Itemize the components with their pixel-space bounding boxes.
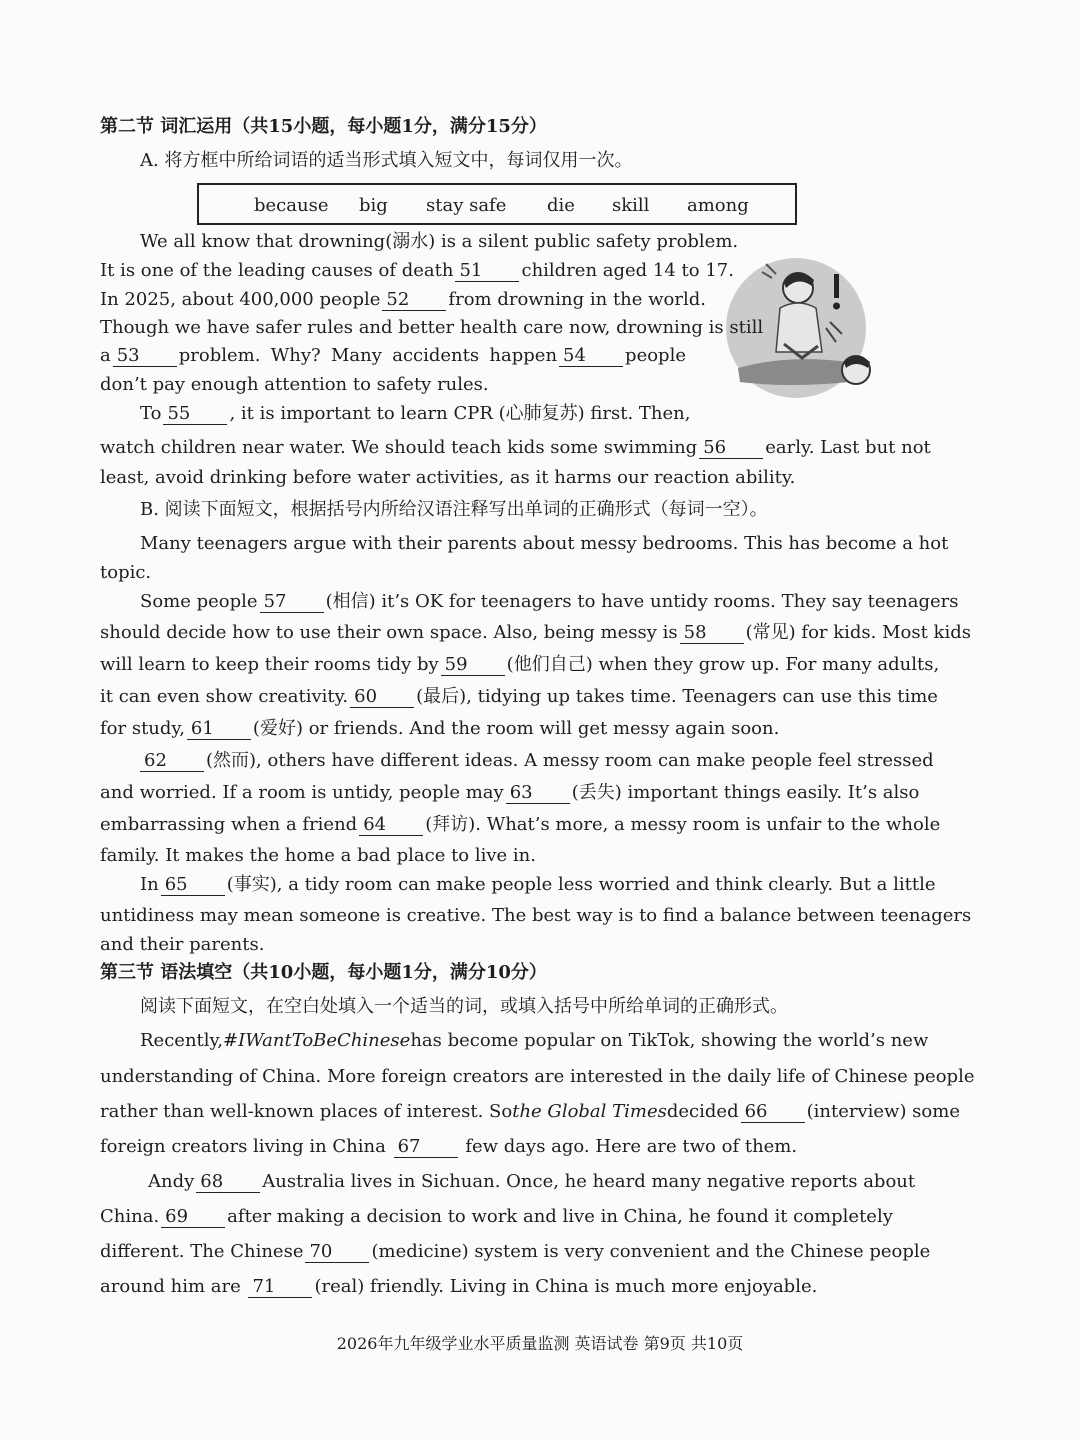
blank-71: 71 <box>248 1277 312 1298</box>
text-line: for study, 61 (爱好) or friends. And the room will get messy again soon. <box>100 718 780 739</box>
word-box-item: big <box>359 195 388 216</box>
text-line: foreign creators living in China 67 few days ago. Here are two of them. <box>100 1136 798 1157</box>
text-line: In 2025, about 400,000 people 52 from drowning in the world. <box>100 289 706 310</box>
partA-instruction: A. 将方框中所给词语的适当形式填入短文中，每词仅用一次。 <box>140 150 633 171</box>
text-line: watch children near water. We should teach kids some swimming 56 early. Last but not <box>100 437 931 458</box>
text-line: embarrassing when a friend 64 (拜访). What’s more, a messy room is unfair to the whole <box>100 814 941 835</box>
text-line: around him are 71 (real) friendly. Living in China is much more enjoyable. <box>100 1276 818 1297</box>
blank-62: 62 <box>140 751 204 772</box>
text-line: 62 (然而), others have different ideas. A messy room can make people feel stressed <box>138 748 890 774</box>
text-line: should decide how to use their own space. Also, being messy is 58 (常见) for kids. Most kids <box>100 622 971 643</box>
text-line: topic. <box>100 562 152 583</box>
blank-53: 53 <box>113 346 177 367</box>
text-line: Recently,#IWantToBeChinesehas become popular on TikTok, showing the world’s new <box>140 1030 929 1051</box>
text-line: family. It makes the home a bad place to live in. <box>100 845 536 866</box>
blank-63: 63 <box>506 783 570 804</box>
text-line: untidiness may mean someone is creative. The best way is to find a balance between teenagers <box>100 905 972 926</box>
blank-60: 60 <box>350 687 414 708</box>
section3-instruction: 阅读下面短文，在空白处填入一个适当的词，或填入括号中所给单词的正确形式。 <box>140 996 788 1017</box>
text-line: Though we have safer rules and better health care now, drowning is still <box>100 317 764 338</box>
text-line: China. 69 after making a decision to work and live in China, he found it completely <box>100 1206 893 1227</box>
section3-heading: 第三节 语法填空（共10小题，每小题1分，满分10分） <box>100 962 547 983</box>
word-box-item: die <box>547 195 575 216</box>
word-box-item: among <box>687 195 749 216</box>
text-line: and their parents. <box>100 934 265 955</box>
text-line: We all know that drowning(溺水) is a silent public safety problem. <box>140 231 739 252</box>
blank-61: 61 <box>187 719 251 740</box>
page-footer: 2026年九年级学业水平质量监测 英语试卷 第9页 共10页 <box>336 1334 744 1353</box>
word-box-item: skill <box>612 195 650 216</box>
blank-58: 58 <box>680 623 744 644</box>
section2-heading: 第二节 词汇运用（共15小题，每小题1分，满分15分） <box>100 116 547 137</box>
text-line: will learn to keep their rooms tidy by 59 (他们自己) when they grow up. For many adults, <box>100 654 940 675</box>
blank-67: 67 <box>394 1137 458 1158</box>
blank-65: 65 <box>161 875 225 896</box>
text-line: different. The Chinese 70 (medicine) system is very convenient and the Chinese people <box>100 1241 931 1262</box>
text-line: and worried. If a room is untidy, people may 63 (丢失) important things easily. It’s also <box>100 782 920 803</box>
blank-69: 69 <box>161 1207 225 1228</box>
blank-57: 57 <box>260 592 324 613</box>
partB-instruction: B. 阅读下面短文，根据括号内所给汉语注释写出单词的正确形式（每词一空）。 <box>140 499 768 520</box>
text-line: don’t pay enough attention to safety rules. <box>100 374 489 395</box>
blank-59: 59 <box>441 655 505 676</box>
text-line: In 65 (事实), a tidy room can make people less worried and think clearly. But a little <box>140 874 936 895</box>
text-line: To 55 , it is important to learn CPR (心肺复苏) first. Then, <box>140 403 691 424</box>
word-box <box>197 183 797 225</box>
blank-64: 64 <box>359 815 423 836</box>
text-line: least, avoid drinking before water activities, as it harms our reaction ability. <box>100 467 796 488</box>
word-box-item: because <box>254 195 329 216</box>
text-line: a 53 problem. Why? Many accidents happen 54 people <box>100 345 686 366</box>
text-line: understanding of China. More foreign creators are interested in the daily life of Chinese people <box>100 1066 975 1087</box>
blank-70: 70 <box>305 1242 369 1263</box>
blank-51: 51 <box>455 261 519 282</box>
text-line: it can even show creativity. 60 (最后), tidying up takes time. Teenagers can use this time <box>100 686 938 707</box>
blank-68: 68 <box>196 1172 260 1193</box>
blank-66: 66 <box>741 1102 805 1123</box>
word-box-item: stay safe <box>426 195 507 216</box>
blank-56: 56 <box>699 438 763 459</box>
text-line: Andy 68 Australia lives in Sichuan. Once, he heard many negative reports about <box>148 1171 916 1192</box>
text-line: Many teenagers argue with their parents about messy bedrooms. This has become a hot <box>140 533 949 554</box>
text-line: rather than well-known places of interest. Sothe Global Timesdecided 66 (interview) some <box>100 1101 960 1122</box>
blank-54: 54 <box>559 346 623 367</box>
blank-52: 52 <box>382 290 446 311</box>
blank-55: 55 <box>163 404 227 425</box>
text-line: It is one of the leading causes of death 51 children aged 14 to 17. <box>100 260 734 281</box>
text-line: Some people 57 (相信) it’s OK for teenagers to have untidy rooms. They say teenagers <box>140 591 959 612</box>
